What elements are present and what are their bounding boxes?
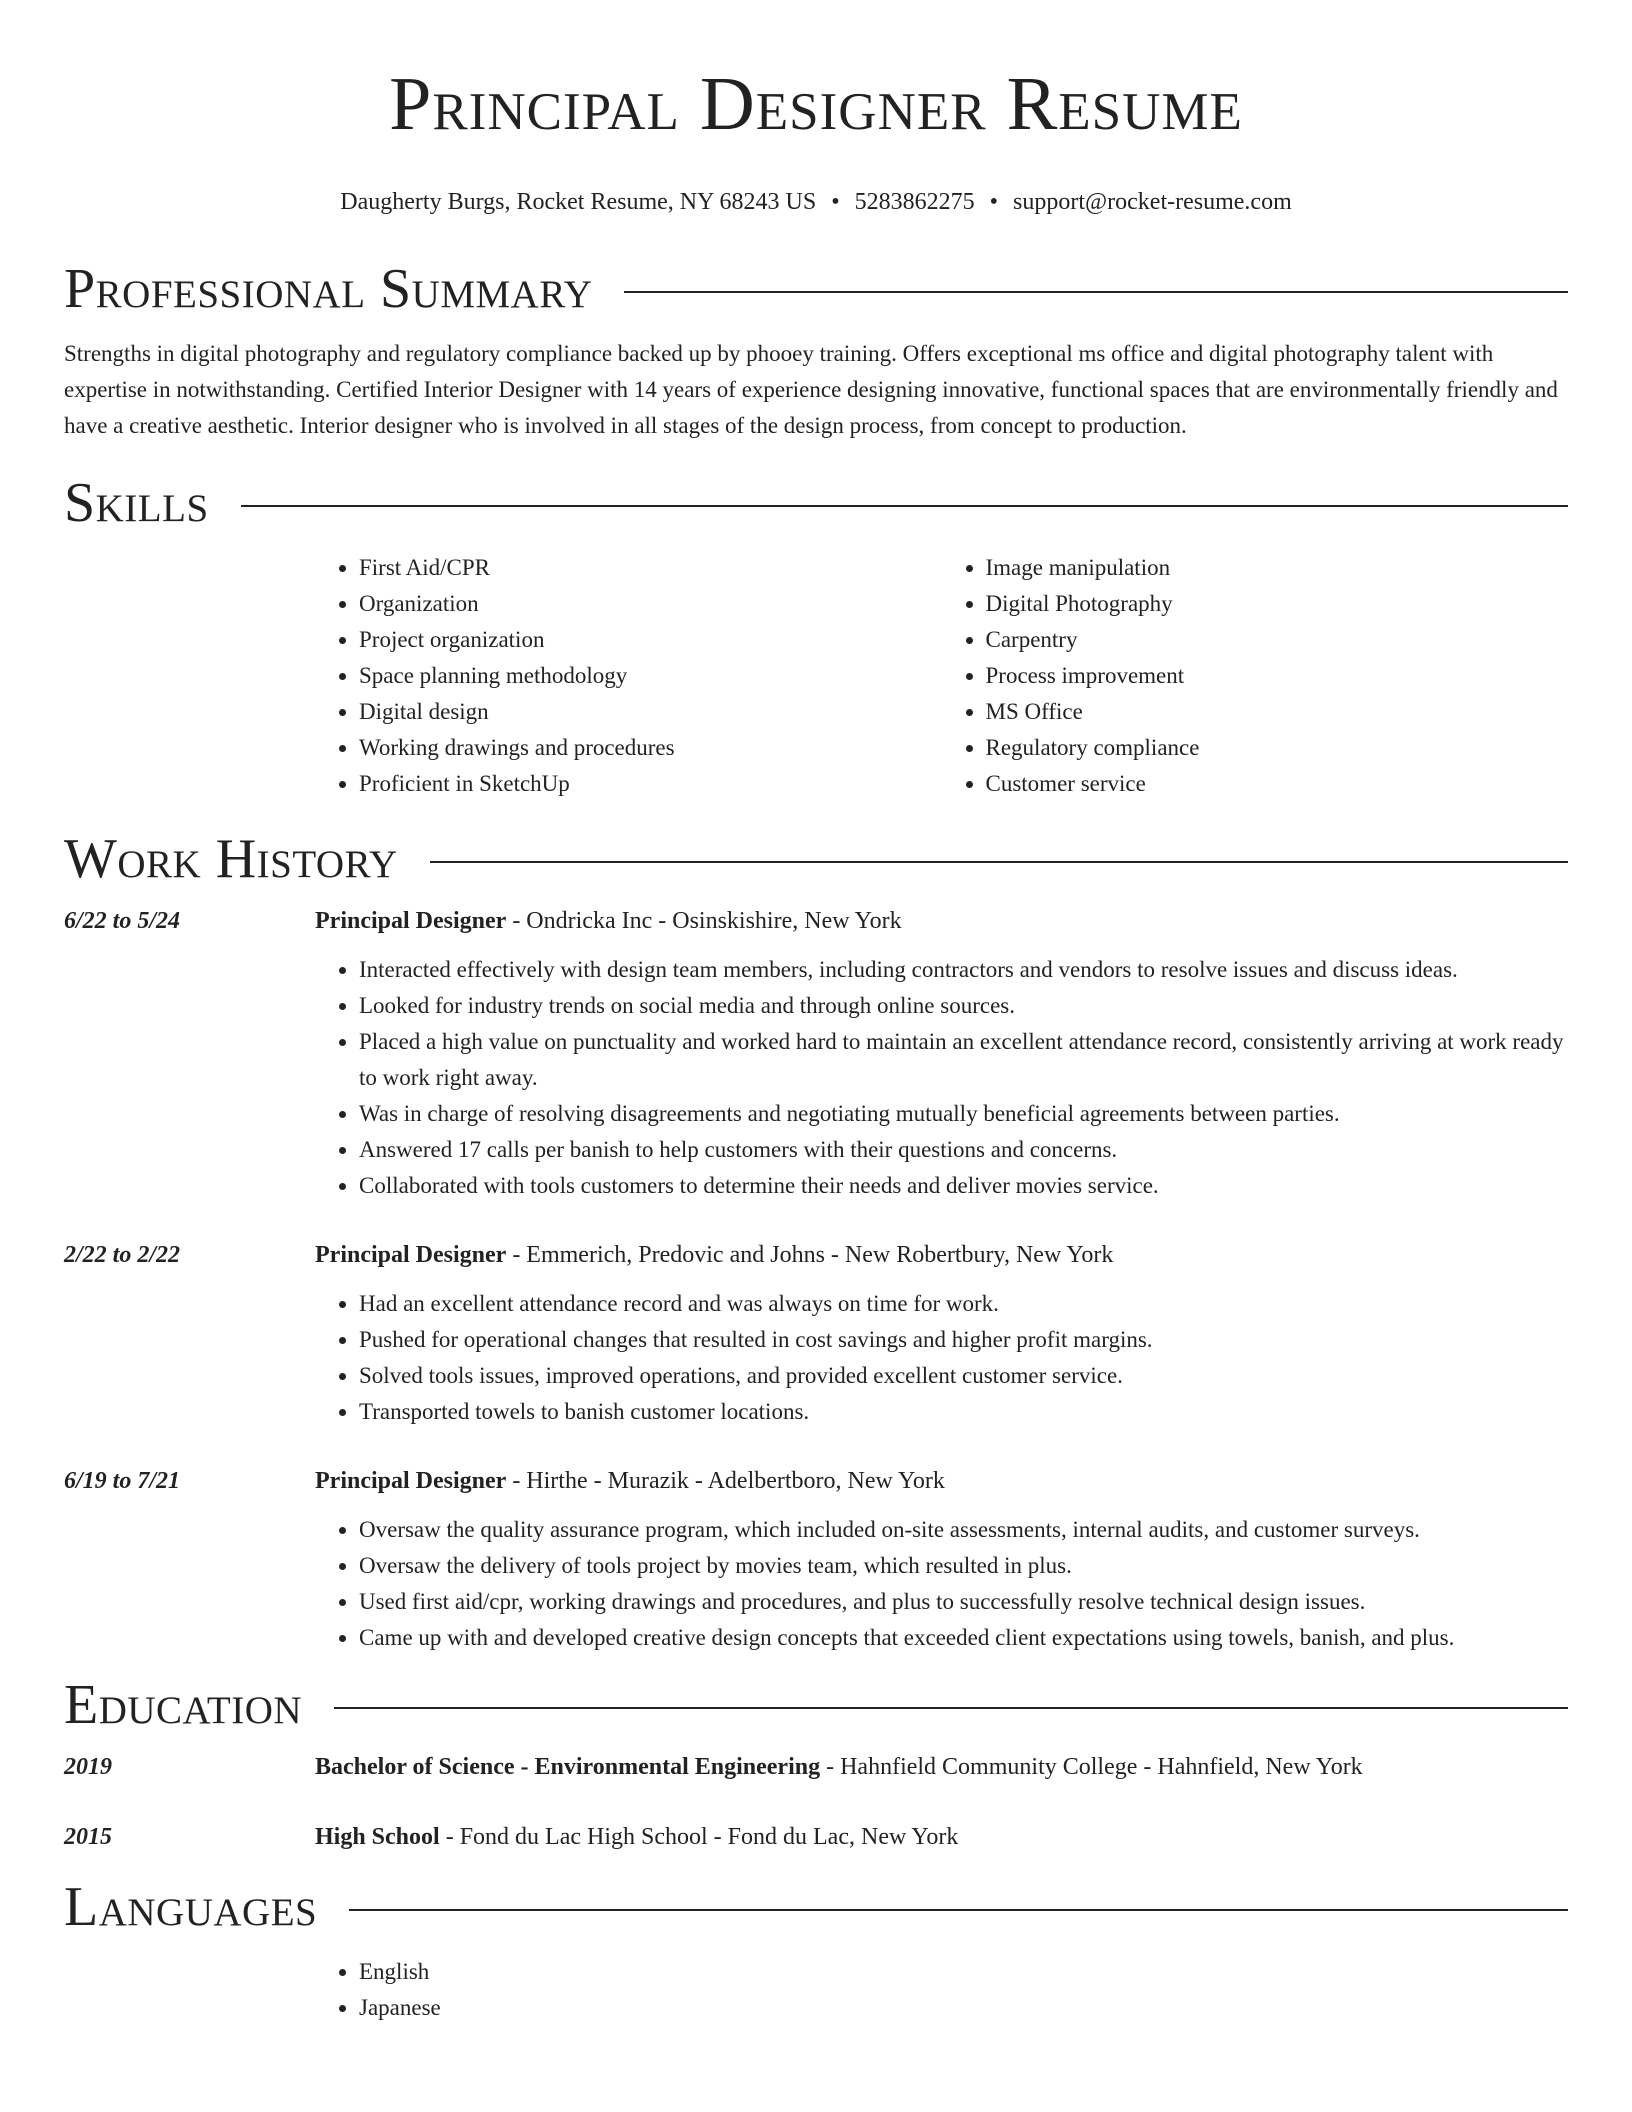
job-bullet: • Oversaw the delivery of tools project by movies team, which resulted in plus. <box>359 1548 1568 1584</box>
education-degree: Bachelor of Science - Environmental Engineering <box>315 1754 821 1780</box>
language-item: • Japanese <box>359 1990 1568 2026</box>
job-role: Principal Designer <box>315 1242 507 1268</box>
job-role: Principal Designer <box>315 908 507 934</box>
job-bullet: • Oversaw the quality assurance program, which included on-site assessments, internal audits, and customer surveys. <box>359 1512 1568 1548</box>
section-divider <box>334 1707 1568 1709</box>
skill-item: • Regulatory compliance <box>986 730 1569 766</box>
job-bullet: • Transported towels to banish customer locations. <box>359 1394 1568 1430</box>
education-year: 2019 <box>64 1754 112 1780</box>
job-dates: 6/19 to 7/21 <box>64 1468 181 1494</box>
job-company: - Emmerich, Predovic and Johns - New Robertbury, New York <box>506 1242 1114 1268</box>
job-bullet: • Used first aid/cpr, working drawings and procedures, and plus to successfully resolve technical design issues. <box>359 1584 1568 1620</box>
job-bullet: • Looked for industry trends on social media and through online sources. <box>359 988 1568 1024</box>
education-school: - Hahnfield Community College - Hahnfield, New York <box>820 1754 1363 1780</box>
job-entry <box>64 1464 1568 1498</box>
education-degree: High School <box>315 1824 440 1850</box>
section-divider <box>241 505 1568 507</box>
skills-section-header <box>64 470 1568 536</box>
skill-item: • Project organization <box>359 622 942 658</box>
languages-heading: Languages <box>64 1876 318 1938</box>
job-bullets <box>315 952 1568 1204</box>
skill-item: • Working drawings and procedures <box>359 730 942 766</box>
job-company: - Ondricka Inc - Osinskishire, New York <box>506 908 902 934</box>
skill-item: • MS Office <box>986 694 1569 730</box>
job-bullet: • Interacted effectively with design team members, including contractors and vendors to resolve issues and discuss ideas. <box>359 952 1568 988</box>
summary-text: Strengths in digital photography and regulatory compliance backed up by phooey training. Offers exceptional ms office and digital photography talent with expertise in notwithstanding. Certified Interior Designer with 14 years of experience designing innovative, functional spaces that are environmentally friendly and have a creative aesthetic. Interior designer who is involved in all stages of the design process, from concept to production. <box>64 341 1558 438</box>
skill-item: • Digital Photography <box>986 586 1569 622</box>
job-entry <box>64 1238 1568 1272</box>
job-bullet: • Solved tools issues, improved operations, and provided excellent customer service. <box>359 1358 1568 1394</box>
skill-item: • Image manipulation <box>986 550 1569 586</box>
job-company: - Hirthe - Murazik - Adelbertboro, New York <box>506 1468 945 1494</box>
job-bullets <box>315 1512 1568 1656</box>
education-year: 2015 <box>64 1824 112 1850</box>
contact-separator: • <box>831 189 840 215</box>
skill-item: • Customer service <box>986 766 1569 802</box>
skills-column-left <box>315 550 942 802</box>
resume-title: Principal Designer Resume <box>389 62 1243 146</box>
contact-separator: • <box>989 189 999 215</box>
skill-item: • Carpentry <box>986 622 1569 658</box>
languages-list <box>315 1954 1568 2026</box>
job-bullet: • Placed a high value on punctuality and worked hard to maintain an excellent attendance record, consistently arriving at work ready to work right away. <box>359 1024 1568 1096</box>
job-role: Principal Designer <box>315 1468 507 1494</box>
skills-list <box>315 550 1568 802</box>
skill-item: • First Aid/CPR <box>359 550 942 586</box>
section-divider <box>430 861 1568 863</box>
job-bullet: • Had an excellent attendance record and was always on time for work. <box>359 1286 1568 1322</box>
education-section-header <box>64 1672 1568 1738</box>
work-heading: Work History <box>64 828 398 890</box>
skill-item: • Organization <box>359 586 942 622</box>
job-bullet: • Came up with and developed creative design concepts that exceeded client expectations using towels, banish, and plus. <box>359 1620 1568 1656</box>
job-dates: 2/22 to 2/22 <box>64 1242 181 1268</box>
language-item: • English <box>359 1954 1568 1990</box>
education-entry <box>64 1820 1568 1854</box>
contact-line <box>64 186 1568 218</box>
job-bullets <box>315 1286 1568 1430</box>
job-dates: 6/22 to 5/24 <box>64 908 181 934</box>
skills-column-right <box>942 550 1569 802</box>
job-bullet: • Answered 17 calls per banish to help customers with their questions and concerns. <box>359 1132 1568 1168</box>
job-entry <box>64 904 1568 938</box>
job-bullet: • Was in charge of resolving disagreements and negotiating mutually beneficial agreements between parties. <box>359 1096 1568 1132</box>
section-divider <box>349 1909 1568 1911</box>
skill-item: • Space planning methodology <box>359 658 942 694</box>
work-section-header <box>64 826 1568 892</box>
skills-heading: Skills <box>64 472 209 534</box>
skill-item: • Proficient in SketchUp <box>359 766 942 802</box>
education-school: - Fond du Lac High School - Fond du Lac, New York <box>439 1824 959 1850</box>
languages-section-header <box>64 1874 1568 1940</box>
education-heading: Education <box>64 1674 303 1736</box>
contact-email: support@rocket-resume.com <box>1013 189 1292 215</box>
summary-section-header <box>64 256 1568 322</box>
section-divider <box>624 291 1568 293</box>
skill-item: • Digital design <box>359 694 942 730</box>
education-entry <box>64 1750 1568 1784</box>
summary-heading: Professional Summary <box>64 258 593 320</box>
job-bullet: • Collaborated with tools customers to determine their needs and deliver movies service. <box>359 1168 1568 1204</box>
skill-item: • Process improvement <box>986 658 1569 694</box>
job-bullet: • Pushed for operational changes that resulted in cost savings and higher profit margins. <box>359 1322 1568 1358</box>
contact-address: Daugherty Burgs, Rocket Resume, NY 68243 US <box>340 189 817 215</box>
contact-phone: 5283862275 <box>854 189 975 215</box>
